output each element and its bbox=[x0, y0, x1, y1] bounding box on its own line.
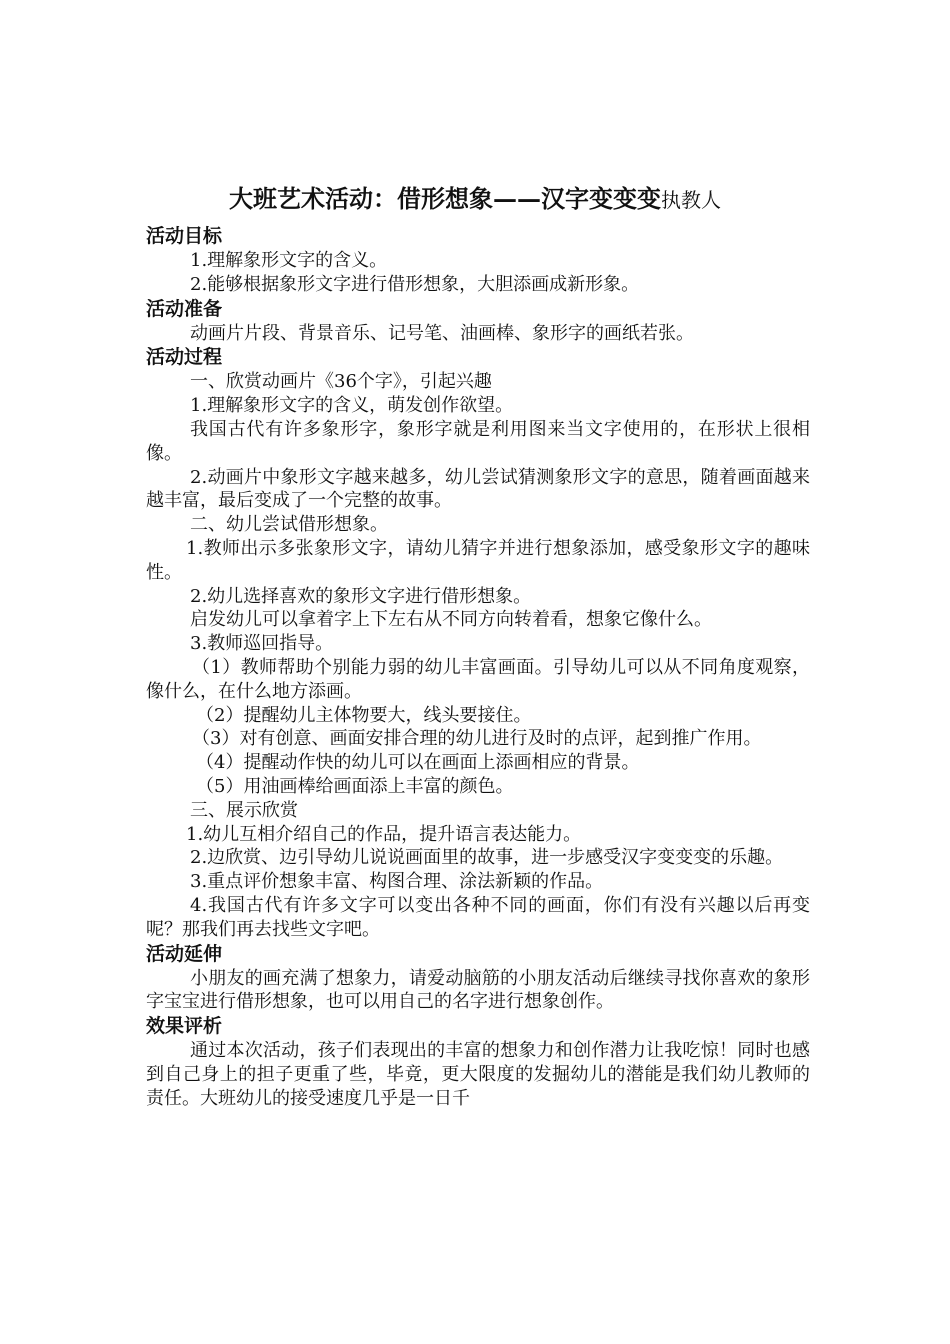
section-heading-prep: 活动准备 bbox=[146, 297, 223, 320]
title-suffix: 执教人 bbox=[661, 188, 721, 212]
evaluation-text: 通过本次活动，孩子们表现出的丰富的想象力和创作潜力让我吃惊！同时也感到自己身上的担子更重了些，毕竟，更大限度的发掘幼儿的潜能是我们幼儿教师的责任。大班幼儿的接受速度几乎是一日千 bbox=[146, 1040, 810, 1109]
process-paragraph: 启发幼儿可以拿着字上下左右从不同方向转着看，想象它像什么。 bbox=[190, 609, 712, 631]
goal-item: 1.理解象形文字的含义。 bbox=[190, 250, 388, 271]
process-paragraph: （2）提醒幼儿主体物要大，线头要接住。 bbox=[196, 704, 532, 726]
process-paragraph: （3）对有创意、画面安排合理的幼儿进行及时的点评，起到推广作用。 bbox=[192, 728, 762, 750]
section-heading-goals: 活动目标 bbox=[146, 225, 223, 247]
process-paragraph: 1.理解象形文字的含义，萌发创作欲望。 bbox=[190, 395, 514, 417]
document-title bbox=[0, 182, 950, 219]
section-heading-evaluation: 效果评析 bbox=[146, 1015, 223, 1038]
process-paragraph: 2.动画片中象形文字越来越多，幼儿尝试猜测象形文字的意思，随着画面越来越丰富，最后变成了一个完整的故事。 bbox=[146, 466, 810, 512]
process-paragraph: （1）教师帮助个别能力弱的幼儿丰富画面。引导幼儿可以从不同角度观察，像什么，在什么地方添画。 bbox=[146, 656, 810, 702]
process-paragraph: 二、幼儿尝试借形想象。 bbox=[190, 514, 388, 536]
section-heading-process: 活动过程 bbox=[146, 346, 223, 369]
extension-text: 小朋友的画充满了想象力，请爱动脑筋的小朋友活动后继续寻找你喜欢的象形字宝宝进行借形想象，也可以用自己的名字进行想象创作。 bbox=[146, 967, 810, 1013]
prep-text: 动画片片段、背景音乐、记号笔、油画棒、象形字的画纸若张。 bbox=[190, 322, 694, 344]
title-main: 大班艺术活动：借形想象——汉字变变变 bbox=[229, 184, 661, 213]
process-paragraph: 一、欣赏动画片《36个字》，引起兴趣 bbox=[190, 371, 492, 393]
process-paragraph: 2.幼儿选择喜欢的象形文字进行借形想象。 bbox=[190, 585, 532, 607]
process-paragraph: 我国古代有许多象形字，象形字就是利用图来当文字使用的，在形状上很相像。 bbox=[146, 418, 810, 464]
process-paragraph: 1.幼儿互相介绍自己的作品，提升语言表达能力。 bbox=[186, 823, 582, 845]
process-paragraph: 2.边欣赏、边引导幼儿说说画面里的故事，进一步感受汉字变变变的乐趣。 bbox=[190, 847, 784, 869]
process-paragraph: （4）提醒动作快的幼儿可以在画面上添画相应的背景。 bbox=[196, 752, 640, 774]
process-paragraph: 3.教师巡回指导。 bbox=[190, 633, 334, 655]
process-paragraph: （5）用油画棒给画面添上丰富的颜色。 bbox=[196, 775, 514, 797]
process-paragraph: 4.我国古代有许多文字可以变出各种不同的画面，你们有没有兴趣以后再变呢？那我们再去找些文字吧。 bbox=[146, 894, 810, 940]
process-paragraph: 三、展示欣赏 bbox=[190, 799, 298, 821]
process-paragraph: 3.重点评价想象丰富、构图合理、涂法新颖的作品。 bbox=[190, 871, 604, 893]
section-heading-extension: 活动延伸 bbox=[146, 942, 223, 965]
document-body bbox=[146, 224, 810, 1111]
process-paragraph: 1.教师出示多张象形文字，请幼儿猜字并进行想象添加，感受象形文字的趣味性。 bbox=[146, 537, 810, 583]
goal-item: 2.能够根据象形文字进行借形想象，大胆添画成新形象。 bbox=[190, 273, 640, 295]
